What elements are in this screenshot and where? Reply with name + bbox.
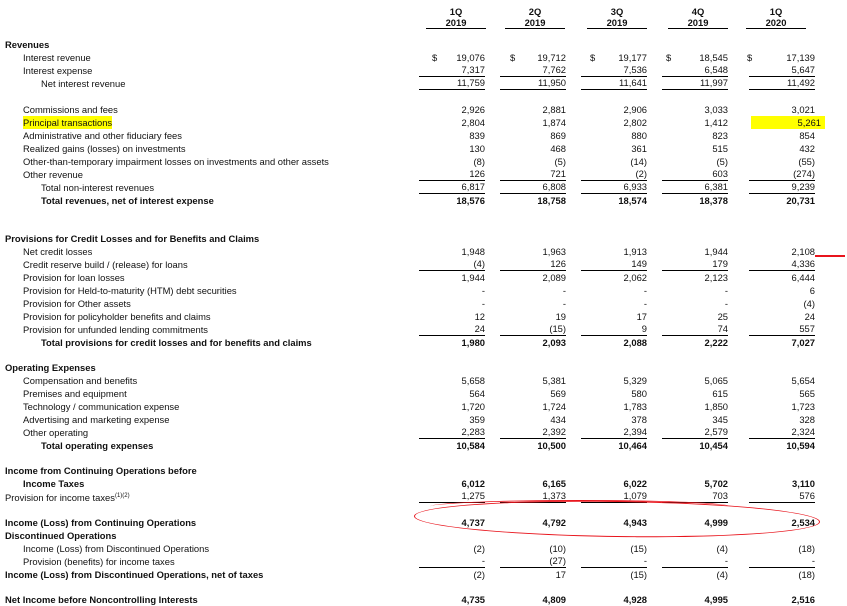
value-cell: (4)	[803, 298, 815, 309]
value-cell: 130	[469, 143, 485, 154]
value-cell: 2,906	[623, 104, 647, 115]
value-cell: 823	[712, 130, 728, 141]
row-pll	[0, 271, 847, 284]
row-gap1	[0, 90, 847, 103]
row-label	[23, 542, 209, 555]
row-icb	[0, 477, 847, 490]
value-cell: 12	[474, 311, 485, 322]
row-phtm	[0, 284, 847, 297]
row-label	[23, 155, 329, 168]
column-quarter: 1Q	[769, 6, 783, 17]
row-label-text: Operating Expenses	[5, 362, 96, 373]
row-idnet	[0, 568, 847, 581]
value-cell: 432	[799, 143, 815, 154]
value-cell: 2,802	[623, 117, 647, 128]
row-label-text: Provision for loan losses	[23, 272, 125, 283]
value-cell: 19,076	[456, 52, 485, 63]
column-quarter: 3Q	[610, 6, 624, 17]
row-nibnci	[0, 593, 847, 606]
value-cell: 1,980	[461, 337, 485, 348]
value-cell: 880	[631, 130, 647, 141]
row-label-text: Realized gains (losses) on investments	[23, 143, 186, 154]
row-topex	[0, 439, 847, 452]
row-label-text: Income Taxes	[23, 478, 85, 489]
row-label	[23, 426, 88, 439]
value-cell: 2,088	[623, 337, 647, 348]
value-cell: 1,720	[461, 401, 485, 412]
value-cell: 5,654	[791, 375, 815, 386]
value-cell: 434	[550, 414, 566, 425]
value-cell: 2,804	[461, 117, 485, 128]
value-cell: 25	[717, 311, 728, 322]
value-cell: 19	[555, 311, 566, 322]
row-label	[23, 477, 84, 490]
value-cell: 5,329	[623, 375, 647, 386]
value-cell: 564	[469, 388, 485, 399]
value-cell: 5,261	[751, 116, 825, 129]
value-cell: 6,817	[419, 181, 485, 194]
row-label	[23, 129, 182, 142]
currency-symbol: $	[432, 52, 438, 63]
row-label-text: Provision for Other assets	[23, 298, 131, 309]
row-label	[5, 464, 197, 477]
value-cell: 1,963	[542, 246, 566, 257]
value-cell: 126	[500, 258, 566, 271]
row-label-text: Provisions for Credit Losses and for Benefits and Claims	[5, 233, 260, 244]
value-cell: 149	[581, 258, 647, 271]
row-pbt	[0, 555, 847, 568]
value-cell: 6	[809, 285, 815, 296]
value-cell: 179	[662, 258, 728, 271]
value-cell: -	[562, 298, 566, 309]
value-cell: (4)	[419, 258, 485, 271]
row-label	[5, 490, 130, 504]
row-ir	[0, 51, 847, 64]
value-cell: 854	[799, 130, 815, 141]
value-cell: 328	[799, 414, 815, 425]
value-cell: 580	[631, 388, 647, 399]
value-cell: 11,759	[419, 77, 485, 90]
value-cell: 1,412	[704, 117, 728, 128]
row-label	[23, 310, 211, 323]
value-cell: (27)	[500, 555, 566, 568]
row-label	[41, 194, 214, 207]
value-cell: 11,950	[500, 77, 566, 90]
value-cell: 9,239	[749, 181, 815, 194]
value-cell: 359	[469, 414, 485, 425]
value-cell: 345	[712, 414, 728, 425]
row-pulc	[0, 323, 847, 336]
row-label-text: Other-than-temporary impairment losses on investments and other assets	[23, 156, 329, 167]
value-cell: 4,737	[461, 517, 485, 528]
value-cell: 721	[500, 168, 566, 181]
value-cell: 468	[550, 143, 566, 154]
value-cell: 6,381	[662, 181, 728, 194]
value-cell: 6,165	[542, 478, 566, 489]
column-year: 2019	[587, 17, 647, 29]
value-cell: 5,702	[704, 478, 728, 489]
value-cell: 126	[419, 168, 485, 181]
value-cell: 361	[631, 143, 647, 154]
value-cell: 1,850	[704, 401, 728, 412]
row-label-text: Interest expense	[23, 65, 93, 76]
value-cell: 569	[550, 388, 566, 399]
row-label	[23, 103, 118, 116]
row-idisc	[0, 542, 847, 555]
row-label	[5, 593, 198, 606]
value-cell: 4,943	[623, 517, 647, 528]
value-cell: (2)	[473, 543, 485, 554]
currency-symbol: $	[666, 52, 672, 63]
value-cell: 1,723	[791, 401, 815, 412]
value-cell: 4,792	[542, 517, 566, 528]
row-label	[41, 439, 153, 452]
value-cell: (274)	[749, 168, 815, 181]
row-label-text: Administrative and other fiduciary fees	[23, 130, 182, 141]
row-label	[23, 400, 179, 413]
value-cell: 565	[799, 388, 815, 399]
value-cell: -	[724, 285, 728, 296]
row-ppb	[0, 310, 847, 323]
value-cell: 1,944	[461, 272, 485, 283]
row-label	[5, 361, 96, 374]
row-label-text: Net credit losses	[23, 246, 93, 257]
row-ncl	[0, 245, 847, 258]
row-label-text: Principal transactions	[23, 117, 113, 128]
value-cell: 2,108	[791, 246, 815, 257]
row-label-text: Compensation and benefits	[23, 375, 138, 386]
row-icb_h	[0, 464, 847, 477]
value-cell: 3,110	[792, 478, 815, 489]
row-or	[0, 168, 847, 181]
value-cell: 7,027	[791, 337, 815, 348]
value-cell: 18,378	[699, 195, 728, 206]
row-label	[23, 258, 188, 271]
value-cell: 4,995	[704, 594, 728, 605]
row-label-text: Provision for income taxes	[5, 492, 115, 504]
value-cell: (18)	[798, 569, 815, 580]
row-label	[23, 374, 137, 387]
column-header	[746, 6, 806, 29]
value-cell: 18,758	[537, 195, 566, 206]
value-cell: 2,093	[542, 337, 566, 348]
value-cell: 10,584	[456, 440, 485, 451]
value-cell: -	[724, 298, 728, 309]
value-cell: 1,724	[542, 401, 566, 412]
row-nir	[0, 77, 847, 90]
value-cell: (15)	[500, 323, 566, 336]
value-cell: 5,065	[704, 375, 728, 386]
row-label-text: Total provisions for credit losses and for benefits and claims	[41, 337, 312, 348]
row-trev	[0, 194, 847, 207]
value-cell: 2,926	[461, 104, 485, 115]
value-cell: 1,783	[623, 401, 647, 412]
value-cell: 11,997	[662, 77, 728, 90]
value-cell: 74	[662, 323, 728, 336]
value-cell: 603	[662, 168, 728, 181]
value-cell: 24	[419, 323, 485, 336]
value-cell: 3,033	[704, 104, 728, 115]
value-cell: 2,283	[419, 426, 485, 439]
row-label	[23, 168, 83, 181]
row-label-text: Commissions and fees	[23, 104, 118, 115]
column-header	[426, 6, 486, 29]
value-cell: -	[581, 555, 647, 568]
value-cell: 6,808	[500, 181, 566, 194]
row-label-text: Discontinued Operations	[5, 530, 117, 541]
value-cell: 1,944	[704, 246, 728, 257]
value-cell: 576	[749, 490, 815, 503]
row-otti	[0, 155, 847, 168]
continuing-ops-circle-tail	[430, 500, 730, 513]
value-cell: 10,500	[537, 440, 566, 451]
value-cell: 17	[555, 569, 566, 580]
value-cell: 20,731	[786, 195, 815, 206]
row-label-text: Income from Continuing Operations before	[5, 465, 197, 476]
row-ooe	[0, 426, 847, 439]
row-label	[23, 116, 112, 129]
value-cell: 1,913	[623, 246, 647, 257]
footnote-ref: (1)(2)	[114, 493, 130, 499]
row-label-text: Net interest revenue	[41, 78, 126, 89]
value-cell: 2,089	[542, 272, 566, 283]
value-cell: 5,381	[542, 375, 566, 386]
value-cell: 2,123	[704, 272, 728, 283]
row-label-text: Revenues	[5, 39, 50, 50]
value-cell: 515	[712, 143, 728, 154]
value-cell: (4)	[716, 543, 728, 554]
value-cell: 2,534	[791, 517, 815, 528]
row-rev_h	[0, 38, 847, 51]
row-label-text: Total revenues, net of interest expense	[41, 195, 214, 206]
row-label	[41, 336, 312, 349]
value-cell: (8)	[473, 156, 485, 167]
value-cell: 557	[749, 323, 815, 336]
value-cell: 2,516	[791, 594, 815, 605]
value-cell: 18,545	[699, 52, 728, 63]
row-label	[23, 51, 91, 64]
row-label	[23, 245, 92, 258]
row-label	[23, 284, 237, 297]
value-cell: 5,647	[749, 64, 815, 77]
row-comp	[0, 374, 847, 387]
row-label-text: Other operating	[23, 427, 89, 438]
row-tnir	[0, 181, 847, 194]
value-cell: 4,336	[749, 258, 815, 271]
row-label-text: Other revenue	[23, 169, 83, 180]
value-cell: -	[419, 555, 485, 568]
column-header	[668, 6, 728, 29]
value-cell: 615	[712, 388, 728, 399]
column-year: 2019	[668, 17, 728, 29]
row-ie	[0, 64, 847, 77]
value-cell: 10,464	[618, 440, 647, 451]
row-label-text: Income (Loss) from Discontinued Operations	[23, 543, 210, 554]
value-cell: 6,012	[461, 478, 485, 489]
row-pit	[0, 490, 847, 503]
value-cell: (2)	[581, 168, 647, 181]
value-cell: -	[562, 285, 566, 296]
row-prov_h	[0, 232, 847, 245]
value-cell: -	[662, 555, 728, 568]
value-cell: 7,317	[419, 64, 485, 77]
row-label	[23, 271, 125, 284]
row-label	[23, 555, 175, 568]
row-crb	[0, 258, 847, 271]
row-label-text: Net Income before Noncontrolling Interests	[5, 594, 198, 605]
value-cell: 6,933	[581, 181, 647, 194]
row-label-text: Income (Loss) from Continuing Operations	[5, 517, 197, 528]
value-cell: 2,062	[623, 272, 647, 283]
value-cell: (14)	[630, 156, 647, 167]
column-header	[505, 6, 565, 29]
value-cell: -	[643, 298, 647, 309]
row-label	[5, 529, 116, 542]
row-label-text: Total operating expenses	[41, 440, 154, 451]
credit-reserve-red-marker	[815, 255, 845, 257]
value-cell: 1,948	[461, 246, 485, 257]
row-label-text: Provision for Held-to-maturity (HTM) debt securities	[23, 285, 237, 296]
value-cell: 19,712	[537, 52, 566, 63]
value-cell: 1,079	[581, 490, 647, 503]
row-adv	[0, 413, 847, 426]
value-cell: (15)	[630, 569, 647, 580]
row-label-text: Income (Loss) from Discontinued Operations, net of taxes	[5, 569, 264, 580]
value-cell: 10,594	[786, 440, 815, 451]
value-cell: (5)	[554, 156, 566, 167]
column-quarter: 2Q	[528, 6, 542, 17]
value-cell: 5,658	[461, 375, 485, 386]
row-label	[5, 38, 49, 51]
row-tprov	[0, 336, 847, 349]
row-label	[5, 232, 259, 245]
value-cell: 11,492	[749, 77, 815, 90]
row-label-text: Technology / communication expense	[23, 401, 180, 412]
value-cell: 24	[804, 311, 815, 322]
value-cell: 1,373	[500, 490, 566, 503]
currency-symbol: $	[510, 52, 516, 63]
value-cell: 703	[662, 490, 728, 503]
value-cell: 4,735	[461, 594, 485, 605]
value-cell: 18,574	[618, 195, 647, 206]
value-cell: 6,548	[662, 64, 728, 77]
row-label	[5, 516, 196, 529]
column-quarter: 4Q	[691, 6, 705, 17]
value-cell: 4,928	[623, 594, 647, 605]
value-cell: -	[643, 285, 647, 296]
row-label-text: Provision (benefits) for income taxes	[23, 556, 175, 567]
value-cell: 19,177	[618, 52, 647, 63]
value-cell: 2,324	[749, 426, 815, 439]
value-cell: (18)	[798, 543, 815, 554]
value-cell: 2,881	[542, 104, 566, 115]
row-label-text: Premises and equipment	[23, 388, 127, 399]
value-cell: -	[481, 298, 485, 309]
row-label	[23, 413, 169, 426]
value-cell: 10,454	[699, 440, 728, 451]
value-cell: 6,022	[623, 478, 647, 489]
column-year: 2020	[746, 17, 806, 29]
row-tech	[0, 400, 847, 413]
value-cell: 17,139	[786, 52, 815, 63]
row-label	[23, 142, 186, 155]
value-cell: (5)	[716, 156, 728, 167]
value-cell: 2,394	[581, 426, 647, 439]
value-cell: 2,392	[500, 426, 566, 439]
column-quarter: 1Q	[449, 6, 463, 17]
value-cell: 18,576	[456, 195, 485, 206]
value-cell: -	[749, 555, 815, 568]
row-prem	[0, 387, 847, 400]
value-cell: 17	[636, 311, 647, 322]
currency-symbol: $	[747, 52, 753, 63]
row-label	[23, 323, 208, 336]
row-label	[41, 181, 154, 194]
row-label-text: Provision for unfunded lending commitments	[23, 324, 208, 335]
value-cell: 7,762	[500, 64, 566, 77]
value-cell: 839	[469, 130, 485, 141]
column-year: 2019	[426, 17, 486, 29]
value-cell: 4,809	[542, 594, 566, 605]
value-cell: (2)	[473, 569, 485, 580]
value-cell: 9	[581, 323, 647, 336]
value-cell: 6,444	[791, 272, 815, 283]
column-year: 2019	[505, 17, 565, 29]
row-label-text: Total non-interest revenues	[41, 182, 155, 193]
row-poa	[0, 297, 847, 310]
value-cell: 1,275	[419, 490, 485, 503]
row-rg	[0, 142, 847, 155]
value-cell: 3,021	[791, 104, 815, 115]
value-cell: 378	[631, 414, 647, 425]
row-label-text: Advertising and marketing expense	[23, 414, 170, 425]
row-label-text: Interest revenue	[23, 52, 91, 63]
row-label-text: Provision for policyholder benefits and claims	[23, 311, 211, 322]
value-cell: 4,999	[704, 517, 728, 528]
value-cell: -	[481, 285, 485, 296]
column-header	[587, 6, 647, 29]
row-label	[23, 387, 127, 400]
value-cell: 2,222	[704, 337, 728, 348]
currency-symbol: $	[590, 52, 596, 63]
row-pt	[0, 116, 847, 129]
value-cell: (15)	[630, 543, 647, 554]
row-label	[41, 77, 125, 90]
row-cf	[0, 103, 847, 116]
value-cell: (10)	[549, 543, 566, 554]
value-cell: 11,641	[581, 77, 647, 90]
row-label	[23, 297, 131, 310]
row-label-text: Credit reserve build / (release) for loans	[23, 259, 188, 270]
value-cell: 1,874	[542, 117, 566, 128]
row-label	[5, 568, 263, 581]
value-cell: (55)	[798, 156, 815, 167]
row-admin	[0, 129, 847, 142]
row-label	[23, 64, 92, 77]
value-cell: 2,579	[662, 426, 728, 439]
value-cell: 869	[550, 130, 566, 141]
value-cell: 7,536	[581, 64, 647, 77]
value-cell: (4)	[716, 569, 728, 580]
row-gap2	[0, 207, 847, 220]
row-opex_h	[0, 361, 847, 374]
